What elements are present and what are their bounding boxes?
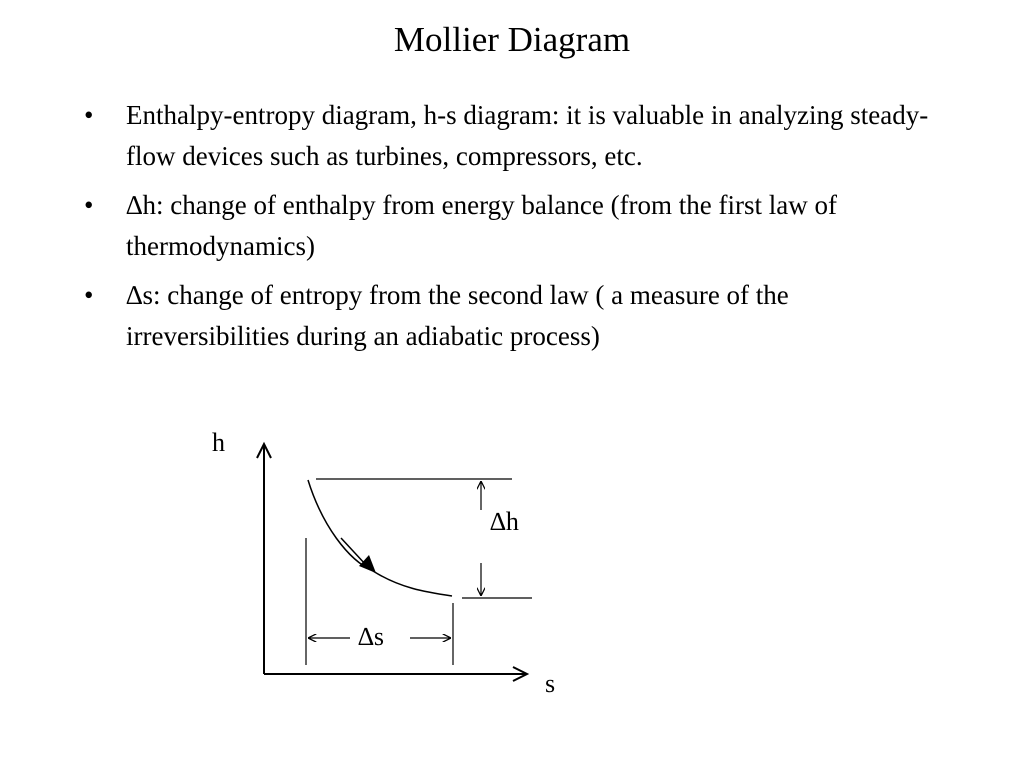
bullet-marker: • (84, 190, 94, 220)
slide-title: Mollier Diagram (393, 20, 631, 59)
delta-h-label: ∆h (490, 507, 519, 536)
bullet-text-delta-h: ∆h: change of enthalpy from energy balance (from the first law of thermodynamics) (126, 190, 838, 261)
bullet-text-hs-diagram: Enthalpy-entropy diagram, h-s diagram: it is valuable in analyzing steady-flow devices such as turbines, compressors, etc. (126, 100, 929, 171)
bullet-marker: • (84, 100, 94, 130)
process-direction-arrow-icon (359, 555, 376, 573)
y-axis-label: h (212, 428, 225, 457)
process-direction-line (341, 538, 366, 565)
bullet-marker: • (84, 280, 94, 310)
x-axis-label: s (545, 669, 556, 698)
delta-s-label: ∆s (358, 622, 385, 651)
bullet-text-delta-s: ∆s: change of entropy from the second law ( a measure of the irreversibilities during an adiabatic process) (126, 280, 789, 351)
process-curve (308, 480, 452, 596)
